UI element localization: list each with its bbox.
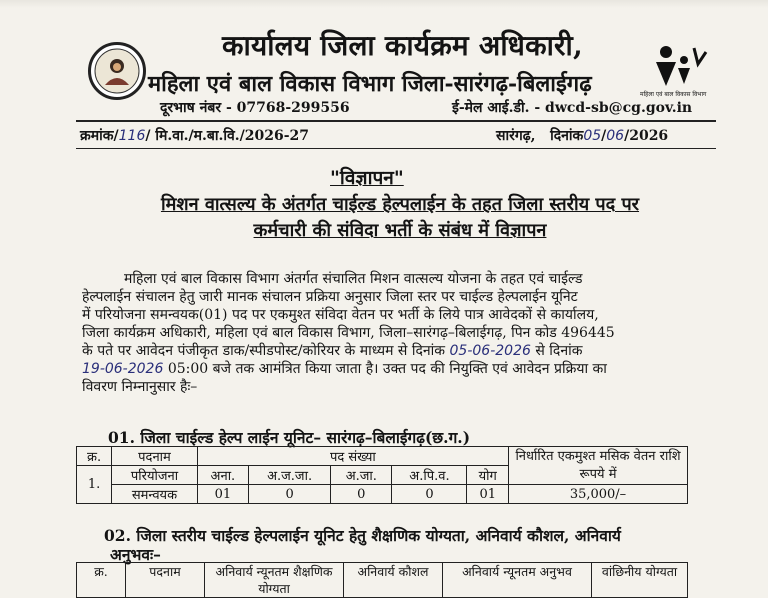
header-post: पदनाम	[112, 447, 198, 466]
body-line: हेल्पलाईन संचालन हेतु जारी मानक संचालन प्रक्रिया अनुसार जिला स्तर पर चाईल्ड हेल्पलाईन यूनिट	[82, 289, 578, 305]
notice-label: "विज्ञापन"	[330, 167, 404, 189]
phone-number: दूरभाष नंबर - 07768-299556	[160, 100, 350, 116]
wcd-department-logo-icon	[640, 42, 712, 100]
body-text: 05:00 बजे तक आमंत्रित किया जाता है। उक्त पद की नियुक्ति एवं आवेदन प्रक्रिया का	[167, 361, 607, 377]
qualification-table	[76, 562, 688, 598]
cat-header: अना.	[197, 466, 248, 485]
row-post-line1: परियोजना	[112, 466, 198, 485]
body-line	[82, 342, 704, 360]
email-address: ई-मेल आई.डी. - dwcd-sb@cg.gov.in	[452, 100, 693, 116]
reference-date: सारंगढ़, दिनांक05/06/2026	[496, 128, 669, 144]
logo-caption: महिला एवं बाल विकास विभाग	[640, 91, 707, 98]
body-line: विवरण निम्नानुसार हैः–	[82, 379, 198, 395]
body-paragraph	[82, 270, 704, 396]
reference-number	[80, 126, 309, 145]
post-count-table	[76, 446, 688, 504]
header-salary: निर्धारित एकमुश्त मसिक वेतन राशि रूपये में	[509, 447, 688, 485]
subject-line-2: कर्मचारी की संविदा भर्ती के संबंध में विज्ञापन	[253, 220, 547, 241]
department-title: महिला एवं बाल विकास विभाग जिला-सारंगढ़-बिलाईगढ़	[148, 71, 592, 97]
date-year: /2026	[624, 128, 669, 144]
subject-line-1: मिशन वात्सल्य के अंतर्गत चाईल्ड हेल्पलाईन के तहत जिला स्तरीय पद पर	[160, 194, 640, 215]
q-header: अनिवार्य कौशल	[344, 563, 443, 598]
count-cell: 0	[249, 485, 331, 504]
date-day: 05	[583, 128, 602, 144]
office-title: कार्यालय जिला कार्यक्रम अधिकारी,	[222, 29, 583, 62]
ref-prefix: क्रमांक/	[80, 128, 119, 144]
count-cell: 01	[467, 485, 509, 504]
count-cell: 0	[392, 485, 467, 504]
cat-header: अ.जा.	[331, 466, 392, 485]
cat-header: अ.ज.जा.	[249, 466, 331, 485]
salary-cell: 35,000/–	[509, 485, 688, 504]
place: सारंगढ़,	[496, 128, 536, 144]
body-line: जिला कार्यक्रम अधिकारी, महिला एवं बाल विकास विभाग, जिला–सारंगढ़–बिलाईगढ़, पिन कोड 496445	[82, 325, 615, 341]
body-text: से दिनांक	[535, 343, 583, 359]
cat-header: योग	[467, 466, 509, 485]
row-post-line2: समन्वयक	[112, 485, 198, 504]
body-text: के पते पर आवेदन पंजीकृत डाक/स्पीडपोस्ट/कोरियर के माध्यम से दिनांक	[82, 343, 446, 359]
ref-suffix: / मि.वा./म.बा.वि./2026-27	[145, 128, 310, 144]
date-month: 06	[606, 128, 625, 144]
header-post-count: पद संख्या	[197, 447, 508, 466]
q-header: अनिवार्य न्यूनतम शैक्षणिक योग्यता	[205, 563, 344, 598]
ref-handwritten-number: 116	[118, 128, 146, 144]
page-fold-shadow	[0, 0, 768, 8]
reference-divider	[76, 148, 716, 149]
section-2-title: 02. जिला स्तरीय चाईल्ड हेल्पलाईन यूनिट हेतु शैक्षणिक योग्यता, अनिवार्य कौशल, अनिवार्य	[104, 526, 621, 545]
count-cell: 01	[197, 485, 248, 504]
section-2-title-cont: अनुभवः–	[110, 545, 161, 564]
government-emblem-icon	[88, 42, 146, 100]
section-1-title: 01. जिला चाईल्ड हेल्प लाईन यूनिट– सारंगढ़–बिलाईगढ़(छ.ग.)	[108, 428, 471, 447]
handwritten-end-date: 19-06-2026	[82, 361, 164, 377]
q-header: अनिवार्य न्यूनतम अनुभव	[443, 563, 592, 598]
q-header: पदनाम	[126, 563, 205, 598]
header-divider	[76, 120, 716, 122]
body-line	[82, 360, 704, 378]
q-header: क्र.	[77, 563, 126, 598]
cat-header: अ.पि.व.	[392, 466, 467, 485]
q-header: वांछिनीय योग्यता	[592, 563, 688, 598]
body-line: महिला एवं बाल विकास विभाग अंतर्गत संचालित मिशन वात्सल्य योजना के तहत एवं चाईल्ड	[124, 271, 583, 287]
body-line: में परियोजना समन्वयक(01) पद पर एकमुश्त संविदा वेतन पर भर्ती के लिये पात्र आवेदकों से कार्यालय,	[82, 307, 599, 323]
date-prefix: दिनांक	[550, 128, 584, 144]
header-sno: क्र.	[77, 447, 112, 466]
count-cell: 0	[331, 485, 392, 504]
handwritten-start-date: 05-06-2026	[449, 343, 531, 359]
row-sno: 1.	[77, 466, 112, 504]
